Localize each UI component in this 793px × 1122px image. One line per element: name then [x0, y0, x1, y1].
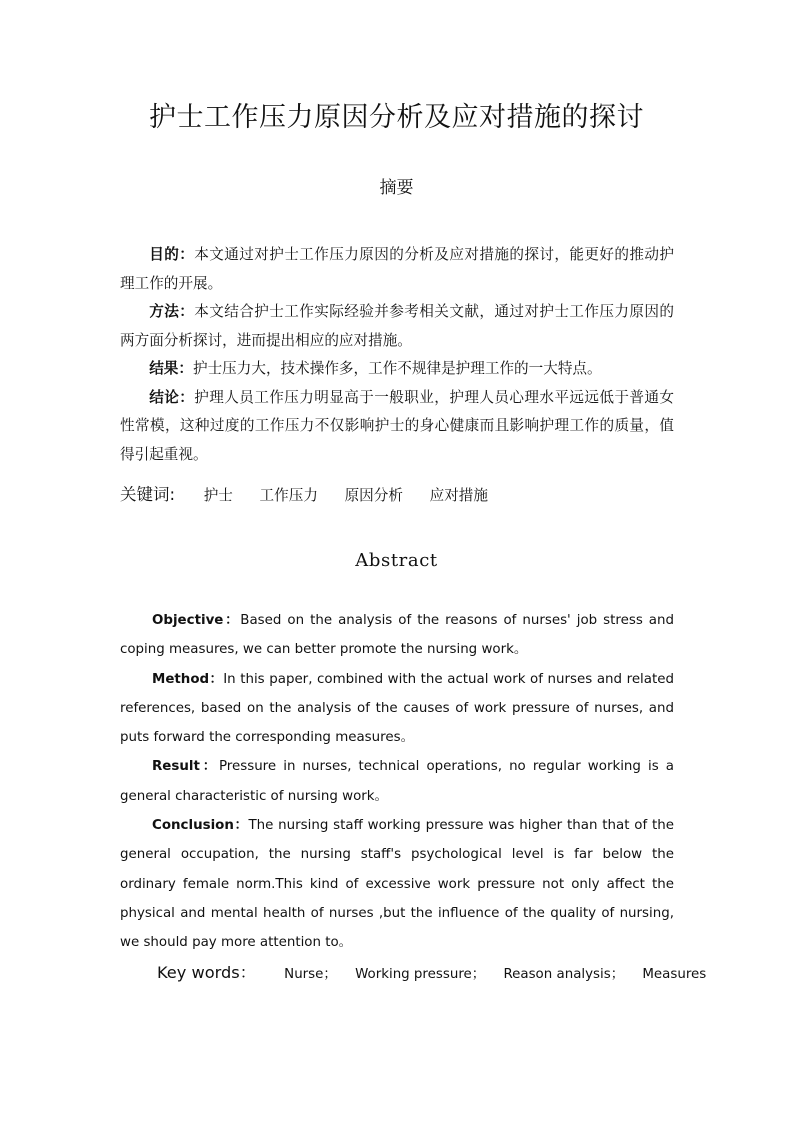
paper-title: 护士工作压力原因分析及应对措施的探讨	[149, 102, 644, 133]
english-abstract-body	[120, 606, 674, 958]
chinese-method-text: 本文结合护士工作实际经验并参考相关文献，通过对护士工作压力原因的两方面分析探讨，进而提出相应的应对措施。	[120, 303, 674, 349]
english-objective-label: Objective：	[152, 613, 241, 628]
chinese-keyword: 护士	[203, 487, 233, 504]
english-keyword: Working pressure；	[355, 967, 486, 982]
english-keywords-label: Key words：	[157, 963, 256, 982]
english-keyword: Reason analysis；	[503, 967, 625, 982]
chinese-keywords-label: 关键词:	[120, 485, 176, 504]
chinese-abstract-body	[120, 241, 674, 469]
chinese-keywords	[120, 481, 510, 510]
chinese-method-paragraph	[120, 298, 674, 355]
english-method-paragraph	[120, 665, 674, 753]
english-keyword: Measures	[642, 967, 707, 982]
chinese-abstract-heading: 摘要	[379, 178, 414, 198]
english-method-label: Method：	[152, 671, 224, 687]
chinese-objective-label: 目的：	[149, 246, 195, 263]
english-keyword: Nurse；	[284, 967, 337, 982]
chinese-result-text: 护士压力大，技术操作多，工作不规律是护理工作的一大特点。	[192, 360, 602, 377]
chinese-result-label: 结果：	[149, 360, 193, 377]
english-method-text: In this paper, combined with the actual work of nurses and related references, based on the analysis of the causes of work pressure of nurses, and puts forward the corresponding measures。	[120, 671, 674, 746]
english-result-text: Pressure in nurses, technical operations, no regular working is a general characteristic of nursing work。	[120, 759, 674, 804]
chinese-conclusion-label: 结论：	[149, 388, 195, 406]
chinese-keyword: 原因分析	[344, 487, 403, 504]
chinese-keyword: 应对措施	[429, 487, 488, 504]
english-objective-text: Based on the analysis of the reasons of nurses' job stress and coping measures, we can better promote the nursing work。	[120, 613, 674, 658]
chinese-method-label: 方法：	[149, 303, 195, 320]
english-abstract-heading: Abstract	[355, 550, 438, 571]
chinese-objective-text: 本文通过对护士工作压力原因的分析及应对措施的探讨，能更好的推动护理工作的开展。	[120, 246, 674, 292]
english-objective-paragraph	[120, 606, 674, 665]
chinese-conclusion-text: 护理人员工作压力明显高于一般职业，护理人员心理水平远远低于普通女性常模，这种过度的工作压力不仅影响护士的身心健康而且影响护理工作的质量，值得引起重视。	[120, 388, 674, 463]
english-result-label: Result：	[152, 759, 219, 775]
chinese-conclusion-paragraph	[120, 384, 674, 470]
english-result-paragraph	[120, 752, 674, 811]
english-conclusion-text: The nursing staff working pressure was higher than that of the general occupation, the nursing staff's psychological level is far below the ordinary female norm.This kind of excessive work pressure not only affect the physical and mental health of nurses ,but the influence of the quality of nursing, we should pay more attention to。	[120, 818, 674, 951]
chinese-keyword: 工作压力	[259, 487, 318, 504]
english-keywords	[157, 959, 720, 989]
english-conclusion-label: Conclusion：	[152, 818, 249, 834]
english-conclusion-paragraph	[120, 811, 674, 957]
chinese-result-paragraph	[120, 355, 674, 384]
chinese-objective-paragraph	[120, 241, 674, 298]
